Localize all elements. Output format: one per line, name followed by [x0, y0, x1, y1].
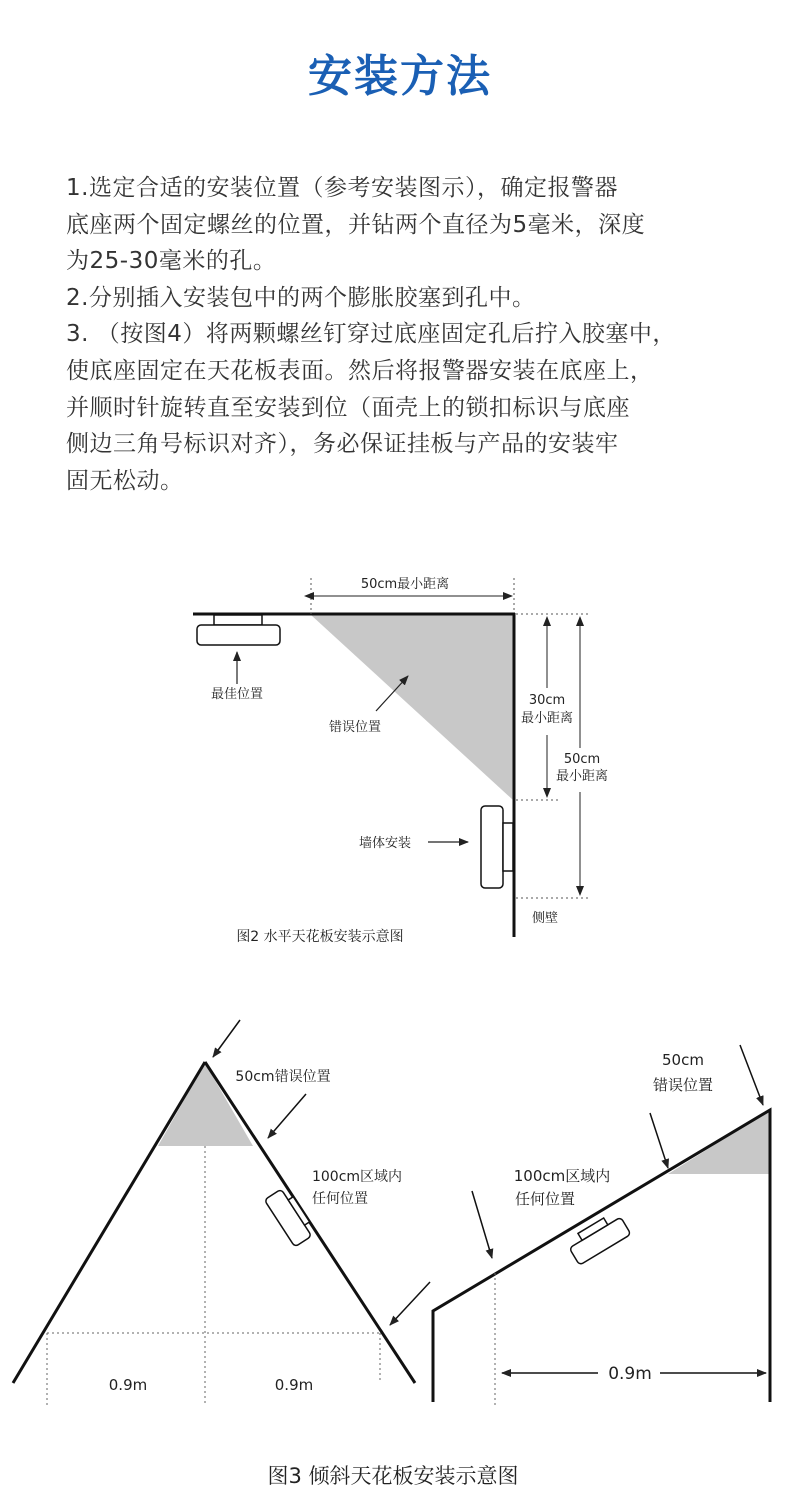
- best-position-label: 最佳位置: [210, 687, 264, 702]
- dim-50-label: 50cm: [563, 752, 601, 767]
- left-zone-label-1: 100cm区域内: [311, 1169, 403, 1185]
- dim-50-sublabel: 最小距离: [555, 769, 609, 784]
- wall-mount-label: 墙体安装: [358, 836, 412, 851]
- instruction-line: 底座两个固定螺丝的位置，并钻两个直径为5毫米，深度: [66, 211, 646, 238]
- top-dimension-label: 50cm最小距离: [360, 577, 450, 592]
- right-zone-label-1: 100cm区域内: [513, 1167, 611, 1185]
- left-distance-b: 0.9m: [274, 1376, 314, 1394]
- detector-right-roof: [565, 1210, 631, 1265]
- wrong-position-label: 错误位置: [328, 720, 382, 735]
- instruction-line: 为25-30毫米的孔。: [66, 248, 277, 275]
- figure-3-caption: 图3 倾斜天花板安装示意图: [267, 1464, 519, 1488]
- instruction-line: 固无松动。: [66, 467, 184, 494]
- instruction-line: 并顺时针旋转直至安装到位（面壳上的锁扣标识与底座: [66, 394, 630, 421]
- right-wrong-label-2: 错误位置: [652, 1076, 714, 1094]
- detector-best-body: [197, 625, 280, 645]
- side-wall-label: 侧壁: [531, 911, 559, 926]
- left-distance-a: 0.9m: [108, 1376, 148, 1394]
- page-title: 安装方法: [308, 51, 492, 102]
- left-roof-right: [205, 1062, 415, 1383]
- right-distance-label: 0.9m: [608, 1364, 652, 1384]
- figure-2-caption: 图2 水平天花板安装示意图: [236, 929, 404, 945]
- instruction-line: 1.选定合适的安装位置（参考安装图示），确定报警器: [66, 175, 618, 201]
- dim-30-sublabel: 最小距离: [520, 711, 574, 726]
- dim-30-label: 30cm: [528, 693, 566, 708]
- detector-wall: [481, 806, 503, 888]
- left-zone-label-2: 任何位置: [312, 1191, 368, 1207]
- detector-wall-base: [503, 823, 513, 871]
- left-roof-left: [13, 1062, 205, 1383]
- instruction-line: 使底座固定在天花板表面。然后将报警器安装在底座上，: [66, 357, 654, 384]
- instruction-line: 2.分别插入安装包中的两个膨胀胶塞到孔中。: [66, 284, 536, 311]
- left-wrong-label: 50cm错误位置: [235, 1069, 331, 1085]
- detector-best: [214, 615, 262, 625]
- wrong-zone-triangle: [311, 615, 513, 800]
- instruction-line: 3. （按图4）将两颗螺丝钉穿过底座固定孔后拧入胶塞中，: [66, 321, 676, 348]
- right-zone-label-2: 任何位置: [514, 1190, 576, 1208]
- right-wrong-label-1: 50cm: [662, 1051, 704, 1069]
- instruction-line: 侧边三角号标识对齐），务必保证挂板与产品的安装牢: [66, 431, 619, 458]
